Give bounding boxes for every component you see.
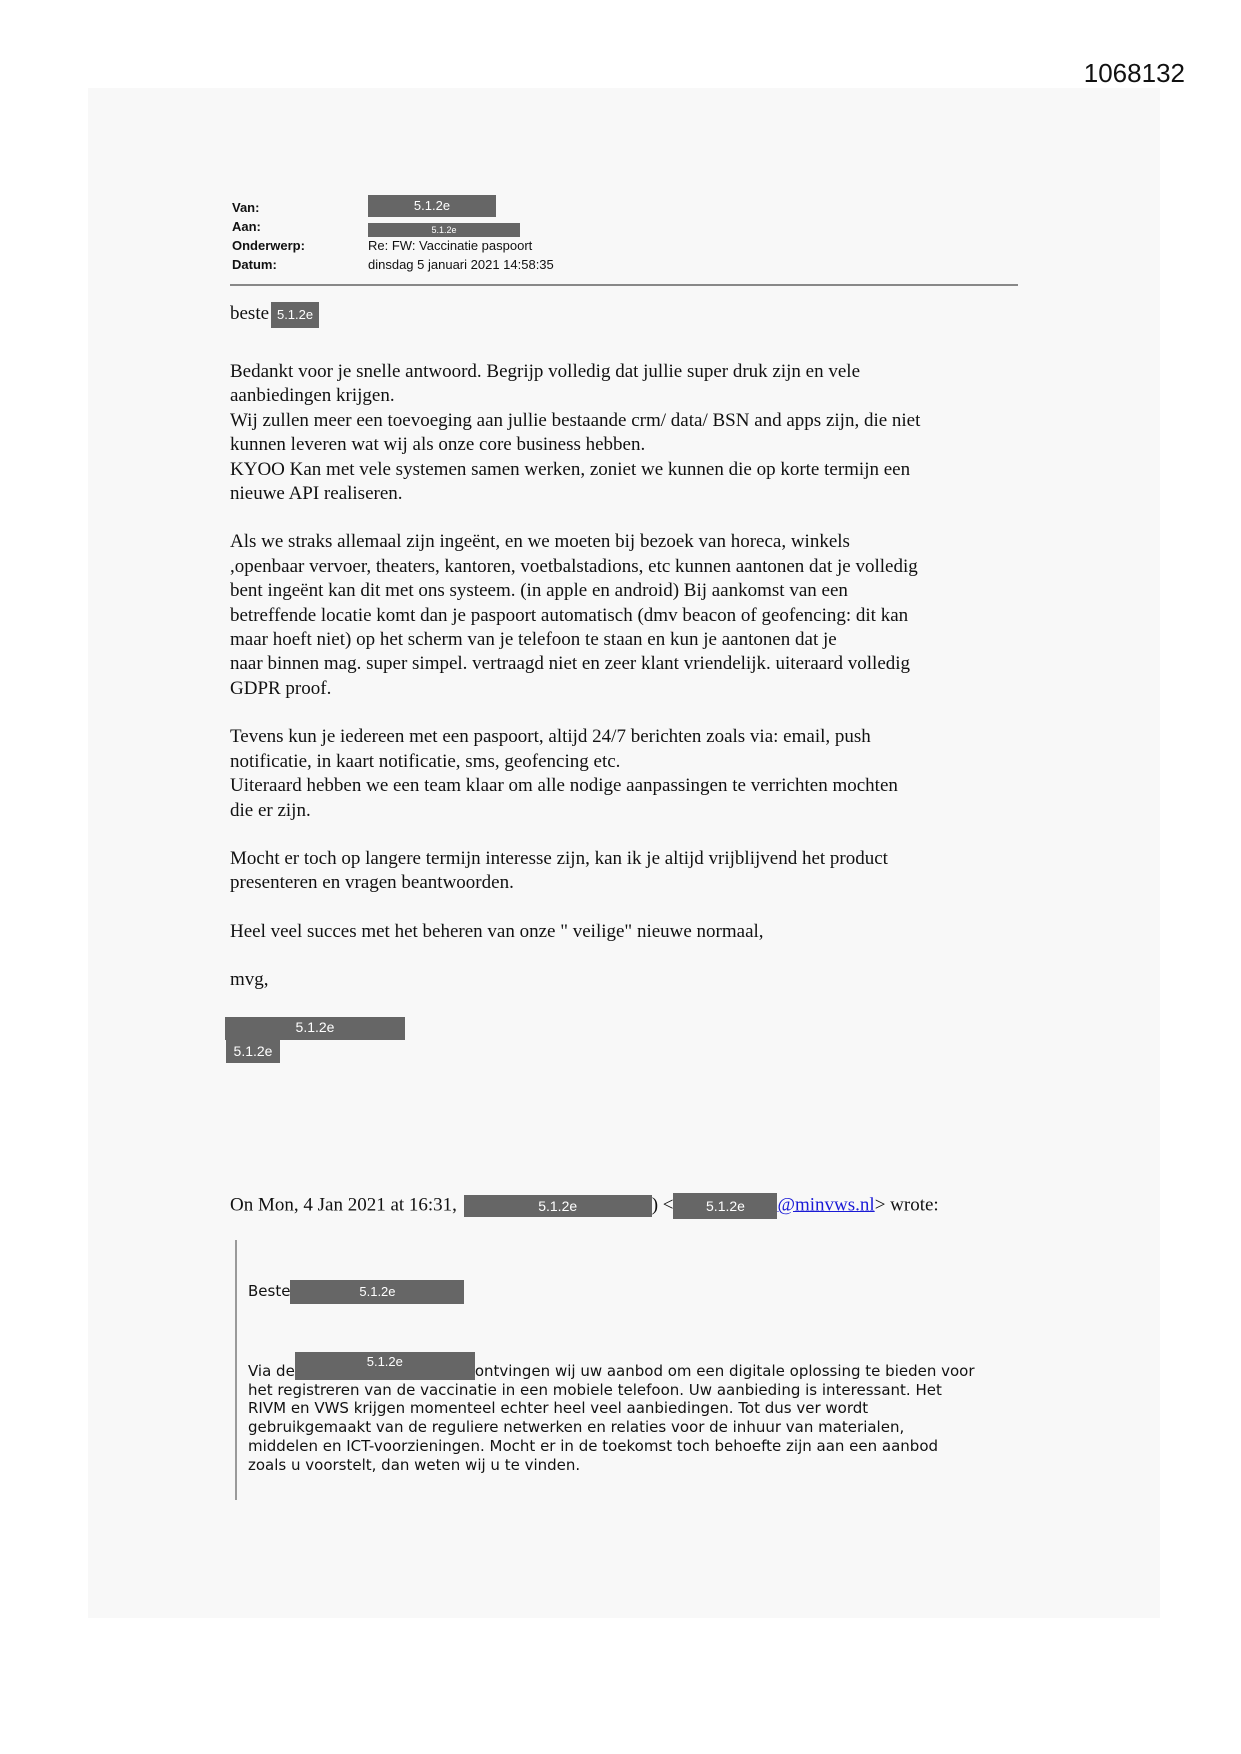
quoted-line: RIVM en VWS krijgen momenteel echter heel veel aanbiedingen. Tot dus ver wordt [248, 1399, 869, 1418]
body-line: presenteren en vragen beantwoorden. [230, 872, 514, 894]
date-value: dinsdag 5 januari 2021 14:58:35 [368, 257, 554, 272]
body-line: GDPR proof. [230, 677, 332, 699]
body-line: KYOO Kan met vele systemen samen werken, zoniet we kunnen die op korte termijn een [230, 458, 911, 480]
subject-label: Onderwerp: [232, 238, 305, 253]
redacted-signature-name: 5.1.2e [225, 1017, 405, 1040]
redacted-quoted-sender: 5.1.2e [464, 1195, 652, 1217]
email-body [230, 300, 1030, 1061]
redacted-quoted-greeting-name: 5.1.2e [290, 1280, 464, 1304]
body-line: Mocht er toch op langere termijn interesse zijn, kan ik je altijd vrijblijvend het product [230, 847, 888, 869]
quoted-line: gebruikgemaakt van de reguliere netwerken en relaties voor de inhuur van materialen, [248, 1418, 905, 1437]
quoted-line: middelen en ICT-voorzieningen. Mocht er in de toekomst toch behoefte zijn aan een aanbod [248, 1436, 939, 1455]
quoted-body [248, 1354, 1028, 1474]
to-label: Aan: [232, 219, 261, 234]
quote-bar [235, 1240, 237, 1500]
subject-value: Re: FW: Vaccinatie paspoort [368, 238, 533, 253]
signoff: mvg, [230, 969, 269, 991]
body-line: kunnen leveren wat wij als onze core business hebben. [230, 434, 646, 456]
body-line: maar hoeft niet) op het scherm van je telefoon te staan en kun je aantonen dat je [230, 629, 837, 651]
body-line: die er zijn. [230, 799, 311, 821]
header-divider [230, 284, 1018, 286]
email-domain-link[interactable]: @minvws.nl [777, 1194, 875, 1216]
greeting-line [230, 300, 1030, 336]
quoted-greeting: Beste [248, 1282, 291, 1300]
redacted-signature-title: 5.1.2e [226, 1039, 280, 1063]
quoted-line: zoals u voorstelt, dan weten wij u te vinden. [248, 1455, 581, 1474]
body-line: nieuwe API realiseren. [230, 483, 403, 505]
greeting: beste [230, 303, 270, 324]
body-line: bent ingeënt kan dit met ons systeem. (in apple en android) Bij aankomst van een [230, 580, 848, 602]
body-line: Uiteraard hebben we een team klaar om alle nodige aanpassingen te verrichten mochten [230, 775, 898, 797]
redacted-quoted-organization: 5.1.2e [295, 1352, 475, 1380]
body-line: Wij zullen meer een toevoeging aan jullie bestaande crm/ data/ BSN and apps zijn, die niet [230, 409, 921, 431]
signature-block [230, 1017, 1030, 1039]
body-line: Bedankt voor je snelle antwoord. Begrijp volledig dat jullie super druk zijn en vele [230, 361, 861, 382]
redacted-greeting-name: 5.1.2e [271, 302, 319, 328]
body-line: Tevens kun je iedereen met een paspoort, altijd 24/7 berichten zoals via: email, push [230, 726, 871, 748]
body-line: naar binnen mag. super simpel. vertraagd niet en zeer klant vriendelijk. uiteraard volledig [230, 653, 911, 675]
quote-intro: On Mon, 4 Jan 2021 at 16:31, 5.1.2e ) < 5.1.2e @minvws.nl> wrote: [230, 1193, 939, 1219]
redacted-recipient: 5.1.2e [368, 223, 520, 237]
quoted-message [248, 1278, 1028, 1304]
date-label: Datum: [232, 257, 277, 272]
from-label: Van: [232, 200, 260, 215]
document-number: 1068132 [1083, 58, 1185, 88]
quoted-line: het registreren van de vaccinatie in een mobiele telefoon. Uw aanbieding is interessant. Het [248, 1380, 942, 1399]
body-line: Als we straks allemaal zijn ingeënt, en we moeten bij bezoek van horeca, winkels [230, 531, 850, 553]
redacted-quoted-email: 5.1.2e [673, 1193, 777, 1219]
quoted-line: Via de5.1.2eontvingen wij uw aanbod om een digitale oplossing te bieden voor [248, 1354, 975, 1380]
body-line: aanbiedingen krijgen. [230, 385, 395, 407]
closing-line: Heel veel succes met het beheren van onze " veilige" nieuwe normaal, [230, 920, 764, 942]
body-line: notificatie, in kaart notificatie, sms, geofencing etc. [230, 750, 621, 772]
quoted-greeting-line [248, 1278, 1028, 1304]
body-line: ,openbaar vervoer, theaters, kantoren, voetbalstadions, etc kunnen aantonen dat je volledig [230, 555, 918, 577]
body-line: betreffende locatie komt dan je paspoort automatisch (dmv beacon of geofencing: dit kan [230, 604, 909, 626]
redacted-sender: 5.1.2e [368, 195, 496, 217]
